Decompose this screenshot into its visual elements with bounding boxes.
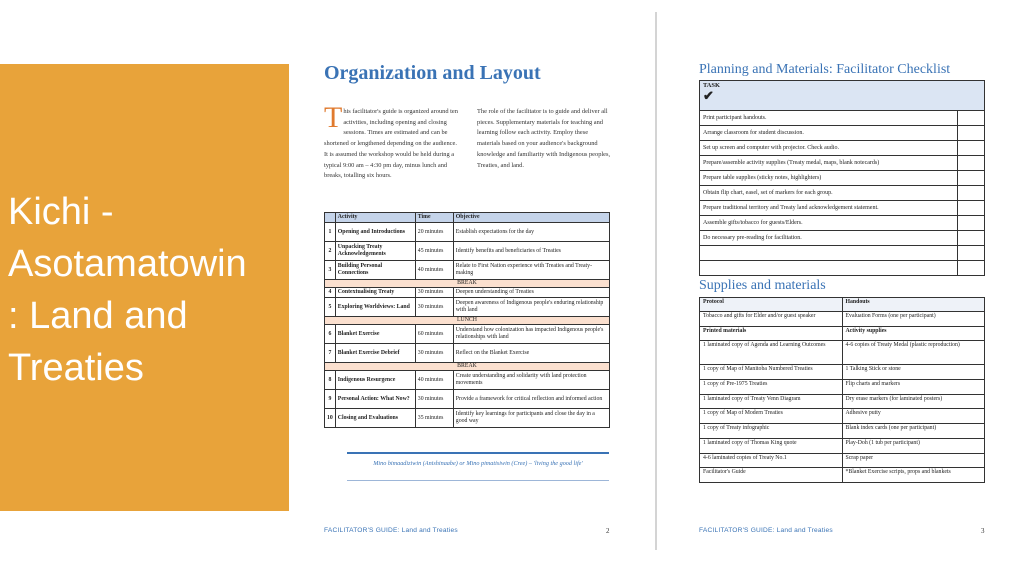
row-activity: Personal Action: What Now?: [335, 390, 415, 409]
supplies-cell: 1 copy of Treaty infographic: [700, 424, 843, 439]
table-row: [700, 409, 985, 424]
supplies-cell: 4-6 copies of Treaty Medal (plastic reproduction): [842, 341, 985, 365]
page2-heading: Organization and Layout: [324, 62, 541, 84]
table-row: [325, 371, 610, 390]
checklist-row: [700, 246, 985, 261]
motto-rule-bottom: [347, 480, 609, 481]
supplies-subheader-activity: Activity supplies: [842, 326, 985, 341]
supplies-subheader-printed: Printed materials: [700, 326, 843, 341]
table-row: [700, 438, 985, 453]
task-label: Set up screen and computer with projector. Check audio.: [700, 141, 958, 156]
task-header: [700, 81, 985, 111]
break-row: [325, 363, 610, 371]
lunch-label: LUNCH: [325, 317, 610, 325]
table-row: [325, 325, 610, 344]
row-objective: Reflect on the Blanket Exercise: [453, 344, 609, 363]
page3-footer: FACILITATOR'S GUIDE: Land and Treaties: [699, 527, 833, 534]
supplies-cell: Play-Doh (1 tub per participant): [842, 438, 985, 453]
supplies-header-handouts: Handouts: [842, 298, 985, 312]
row-activity: Opening and Introductions: [335, 223, 415, 242]
page2-intro-col1: [324, 101, 460, 182]
row-num: 6: [325, 325, 336, 344]
table-row: [700, 453, 985, 468]
supplies-cell: *Blanket Exercise scripts, props and blankets: [842, 468, 985, 483]
row-activity: Unpacking Treaty Acknowledgements: [335, 242, 415, 261]
supplies-cell: 1 laminated copy of Agenda and Learning Outcomes: [700, 341, 843, 365]
task-checkbox[interactable]: [958, 111, 985, 126]
task-label: Prepare traditional territory and Treaty land acknowledgement statement.: [700, 201, 958, 216]
row-activity: Building Personal Connections: [335, 261, 415, 280]
table-row: [700, 365, 985, 380]
break-label: BREAK: [325, 280, 610, 288]
row-num: 10: [325, 409, 336, 428]
task-checkbox[interactable]: [958, 201, 985, 216]
table-row: [325, 344, 610, 363]
row-activity: Contextualising Treaty: [335, 288, 415, 298]
table-row: [700, 326, 985, 341]
checklist-row: [700, 171, 985, 186]
intro-text: his facilitator's guide is organized around ten activities, including opening and closing sessions. Times are estimated and can be shortened or lengthened depending on the audience. It is assumed the workshop would be held during a typical 9:00 am – 4:30 pm day, minus lunch and breaks, totalling six hours.: [324, 108, 458, 180]
page2-footer: FACILITATOR'S GUIDE: Land and Treaties: [324, 527, 458, 534]
supplies-cell: 1 copy of Map of Modern Treaties: [700, 409, 843, 424]
supplies-cell: 1 copy of Map of Manitoba Numbered Treaties: [700, 365, 843, 380]
row-activity: Indigenous Resurgence: [335, 371, 415, 390]
task-checkbox[interactable]: [958, 186, 985, 201]
facilitator-checklist: [699, 80, 985, 276]
task-label: Do necessary pre-reading for facilitation.: [700, 231, 958, 246]
row-time: 60 minutes: [415, 325, 453, 344]
checklist-row: [700, 126, 985, 141]
table-row: [700, 341, 985, 365]
task-checkbox[interactable]: [958, 261, 985, 276]
slide-title-line: Asotamatowin: [8, 243, 247, 285]
supplies-cell: 1 copy of Pre-1975 Treaties: [700, 380, 843, 395]
row-time: 40 minutes: [415, 371, 453, 390]
slide-title-line: Kichi -: [8, 191, 114, 233]
checkmark-icon: ✔: [703, 88, 714, 103]
row-objective: Identify key learnings for participants and close the day in a good way: [453, 409, 609, 428]
supplies-cell: 4-6 laminated copies of Treaty No.1: [700, 453, 843, 468]
table-row: [325, 390, 610, 409]
supplies-cell: Flip charts and markers: [842, 380, 985, 395]
row-num: 9: [325, 390, 336, 409]
row-num: 8: [325, 371, 336, 390]
supplies-cell: 1 laminated copy of Thomas King quote: [700, 438, 843, 453]
checklist-row: [700, 231, 985, 246]
row-time: 30 minutes: [415, 390, 453, 409]
break-row: [325, 317, 610, 325]
schedule-header-num: [325, 213, 336, 223]
task-checkbox[interactable]: [958, 141, 985, 156]
row-time: 40 minutes: [415, 261, 453, 280]
motto-text: Mino bimaadiziwin (Anishinaabe) or Mino pimatisiwin (Cree) – 'living the good life': [373, 460, 583, 467]
row-objective: Identify benefits and beneficiaries of Treaties: [453, 242, 609, 261]
table-row: [325, 242, 610, 261]
slide-title: [8, 186, 298, 394]
page3-number: 3: [981, 527, 985, 535]
row-objective: Understand how colonization has impacted Indigenous people's relationships with land: [453, 325, 609, 344]
table-row: [700, 424, 985, 439]
break-label: BREAK: [325, 363, 610, 371]
task-label: Print participant handouts.: [700, 111, 958, 126]
row-objective: Deepen awareness of Indigenous people's enduring relationship with land: [453, 298, 609, 317]
supplies-heading: Supplies and materials: [699, 278, 826, 293]
schedule-header-activity: Activity: [335, 213, 415, 223]
table-row: [700, 468, 985, 483]
row-num: 4: [325, 288, 336, 298]
checklist-row: [700, 216, 985, 231]
table-row: [325, 298, 610, 317]
break-row: [325, 280, 610, 288]
drop-cap: T: [324, 101, 343, 134]
supplies-cell: Adhesive putty: [842, 409, 985, 424]
page2-intro-col2: The role of the facilitator is to guide and deliver all pieces. Supplementary materials for teaching and learning follow each activity. Employ these materials based on your audience's background knowledge and familiarity with Indigenous peoples, Treaties, and land.: [477, 108, 611, 169]
checklist-row: [700, 261, 985, 276]
task-label: [700, 246, 958, 261]
task-checkbox[interactable]: [958, 171, 985, 186]
row-num: 3: [325, 261, 336, 280]
row-activity: Blanket Exercise Debrief: [335, 344, 415, 363]
table-row: [325, 288, 610, 298]
page3-heading: Planning and Materials: Facilitator Checklist: [699, 62, 951, 77]
task-header-label: TASK: [703, 82, 720, 89]
task-label: Assemble gifts/tobacco for guests/Elders.: [700, 216, 958, 231]
schedule-table: [324, 212, 610, 428]
supplies-cell: Dry erase markers (for laminated posters): [842, 394, 985, 409]
supplies-cell: Blank index cards (one per participant): [842, 424, 985, 439]
task-checkbox[interactable]: [958, 231, 985, 246]
supplies-cell: Evaluation Forms (one per participant): [842, 312, 985, 327]
task-checkbox[interactable]: [958, 216, 985, 231]
row-time: 30 minutes: [415, 344, 453, 363]
row-num: 5: [325, 298, 336, 317]
page-divider: [655, 12, 657, 550]
supplies-header-protocol: Protocol: [700, 298, 843, 312]
row-objective: Provide a framework for critical reflection and informed action: [453, 390, 609, 409]
supplies-cell: 1 laminated copy of Treaty Venn Diagram: [700, 394, 843, 409]
checklist-row: [700, 201, 985, 216]
row-num: 2: [325, 242, 336, 261]
row-objective: Establish expectations for the day: [453, 223, 609, 242]
supplies-cell: Facilitator's Guide: [700, 468, 843, 483]
table-row: [700, 380, 985, 395]
row-activity: Exploring Worldviews: Land: [335, 298, 415, 317]
task-label: Prepare/assemble activity supplies (Treaty medal, maps, blank notecards): [700, 156, 958, 171]
checklist-row: [700, 141, 985, 156]
schedule-header-objective: Objective: [453, 213, 609, 223]
motto-rule-top: [347, 452, 609, 454]
schedule-header-time: Time: [415, 213, 453, 223]
row-time: 30 minutes: [415, 288, 453, 298]
supplies-table: [699, 297, 985, 483]
slide-title-line: Treaties: [8, 347, 144, 389]
row-time: 30 minutes: [415, 298, 453, 317]
checklist-row: [700, 111, 985, 126]
task-checkbox[interactable]: [958, 126, 985, 141]
table-row: [325, 261, 610, 280]
table-row: [325, 223, 610, 242]
task-label: Obtain flip chart, easel, set of markers for each group.: [700, 186, 958, 201]
task-label: Prepare table supplies (sticky notes, highlighters): [700, 171, 958, 186]
table-row: [700, 394, 985, 409]
task-checkbox[interactable]: [958, 246, 985, 261]
supplies-cell: 1 Talking Stick or stone: [842, 365, 985, 380]
checklist-row: [700, 186, 985, 201]
row-time: 35 minutes: [415, 409, 453, 428]
table-row: [700, 312, 985, 327]
row-time: 45 minutes: [415, 242, 453, 261]
row-objective: Relate to First Nation experience with Treaties and Treaty-making: [453, 261, 609, 280]
slide-title-line: : Land and: [8, 295, 188, 337]
page2-number: 2: [606, 527, 610, 535]
row-time: 20 minutes: [415, 223, 453, 242]
task-label: [700, 261, 958, 276]
supplies-cell: Tobacco and gifts for Elder and/or guest speaker: [700, 312, 843, 327]
row-objective: Deepen understanding of Treaties: [453, 288, 609, 298]
row-num: 1: [325, 223, 336, 242]
supplies-cell: Scrap paper: [842, 453, 985, 468]
row-num: 7: [325, 344, 336, 363]
table-row: [325, 409, 610, 428]
row-activity: Blanket Exercise: [335, 325, 415, 344]
task-checkbox[interactable]: [958, 156, 985, 171]
row-activity: Closing and Evaluations: [335, 409, 415, 428]
task-label: Arrange classroom for student discussion.: [700, 126, 958, 141]
row-objective: Create understanding and solidarity with land protection movements: [453, 371, 609, 390]
checklist-row: [700, 156, 985, 171]
